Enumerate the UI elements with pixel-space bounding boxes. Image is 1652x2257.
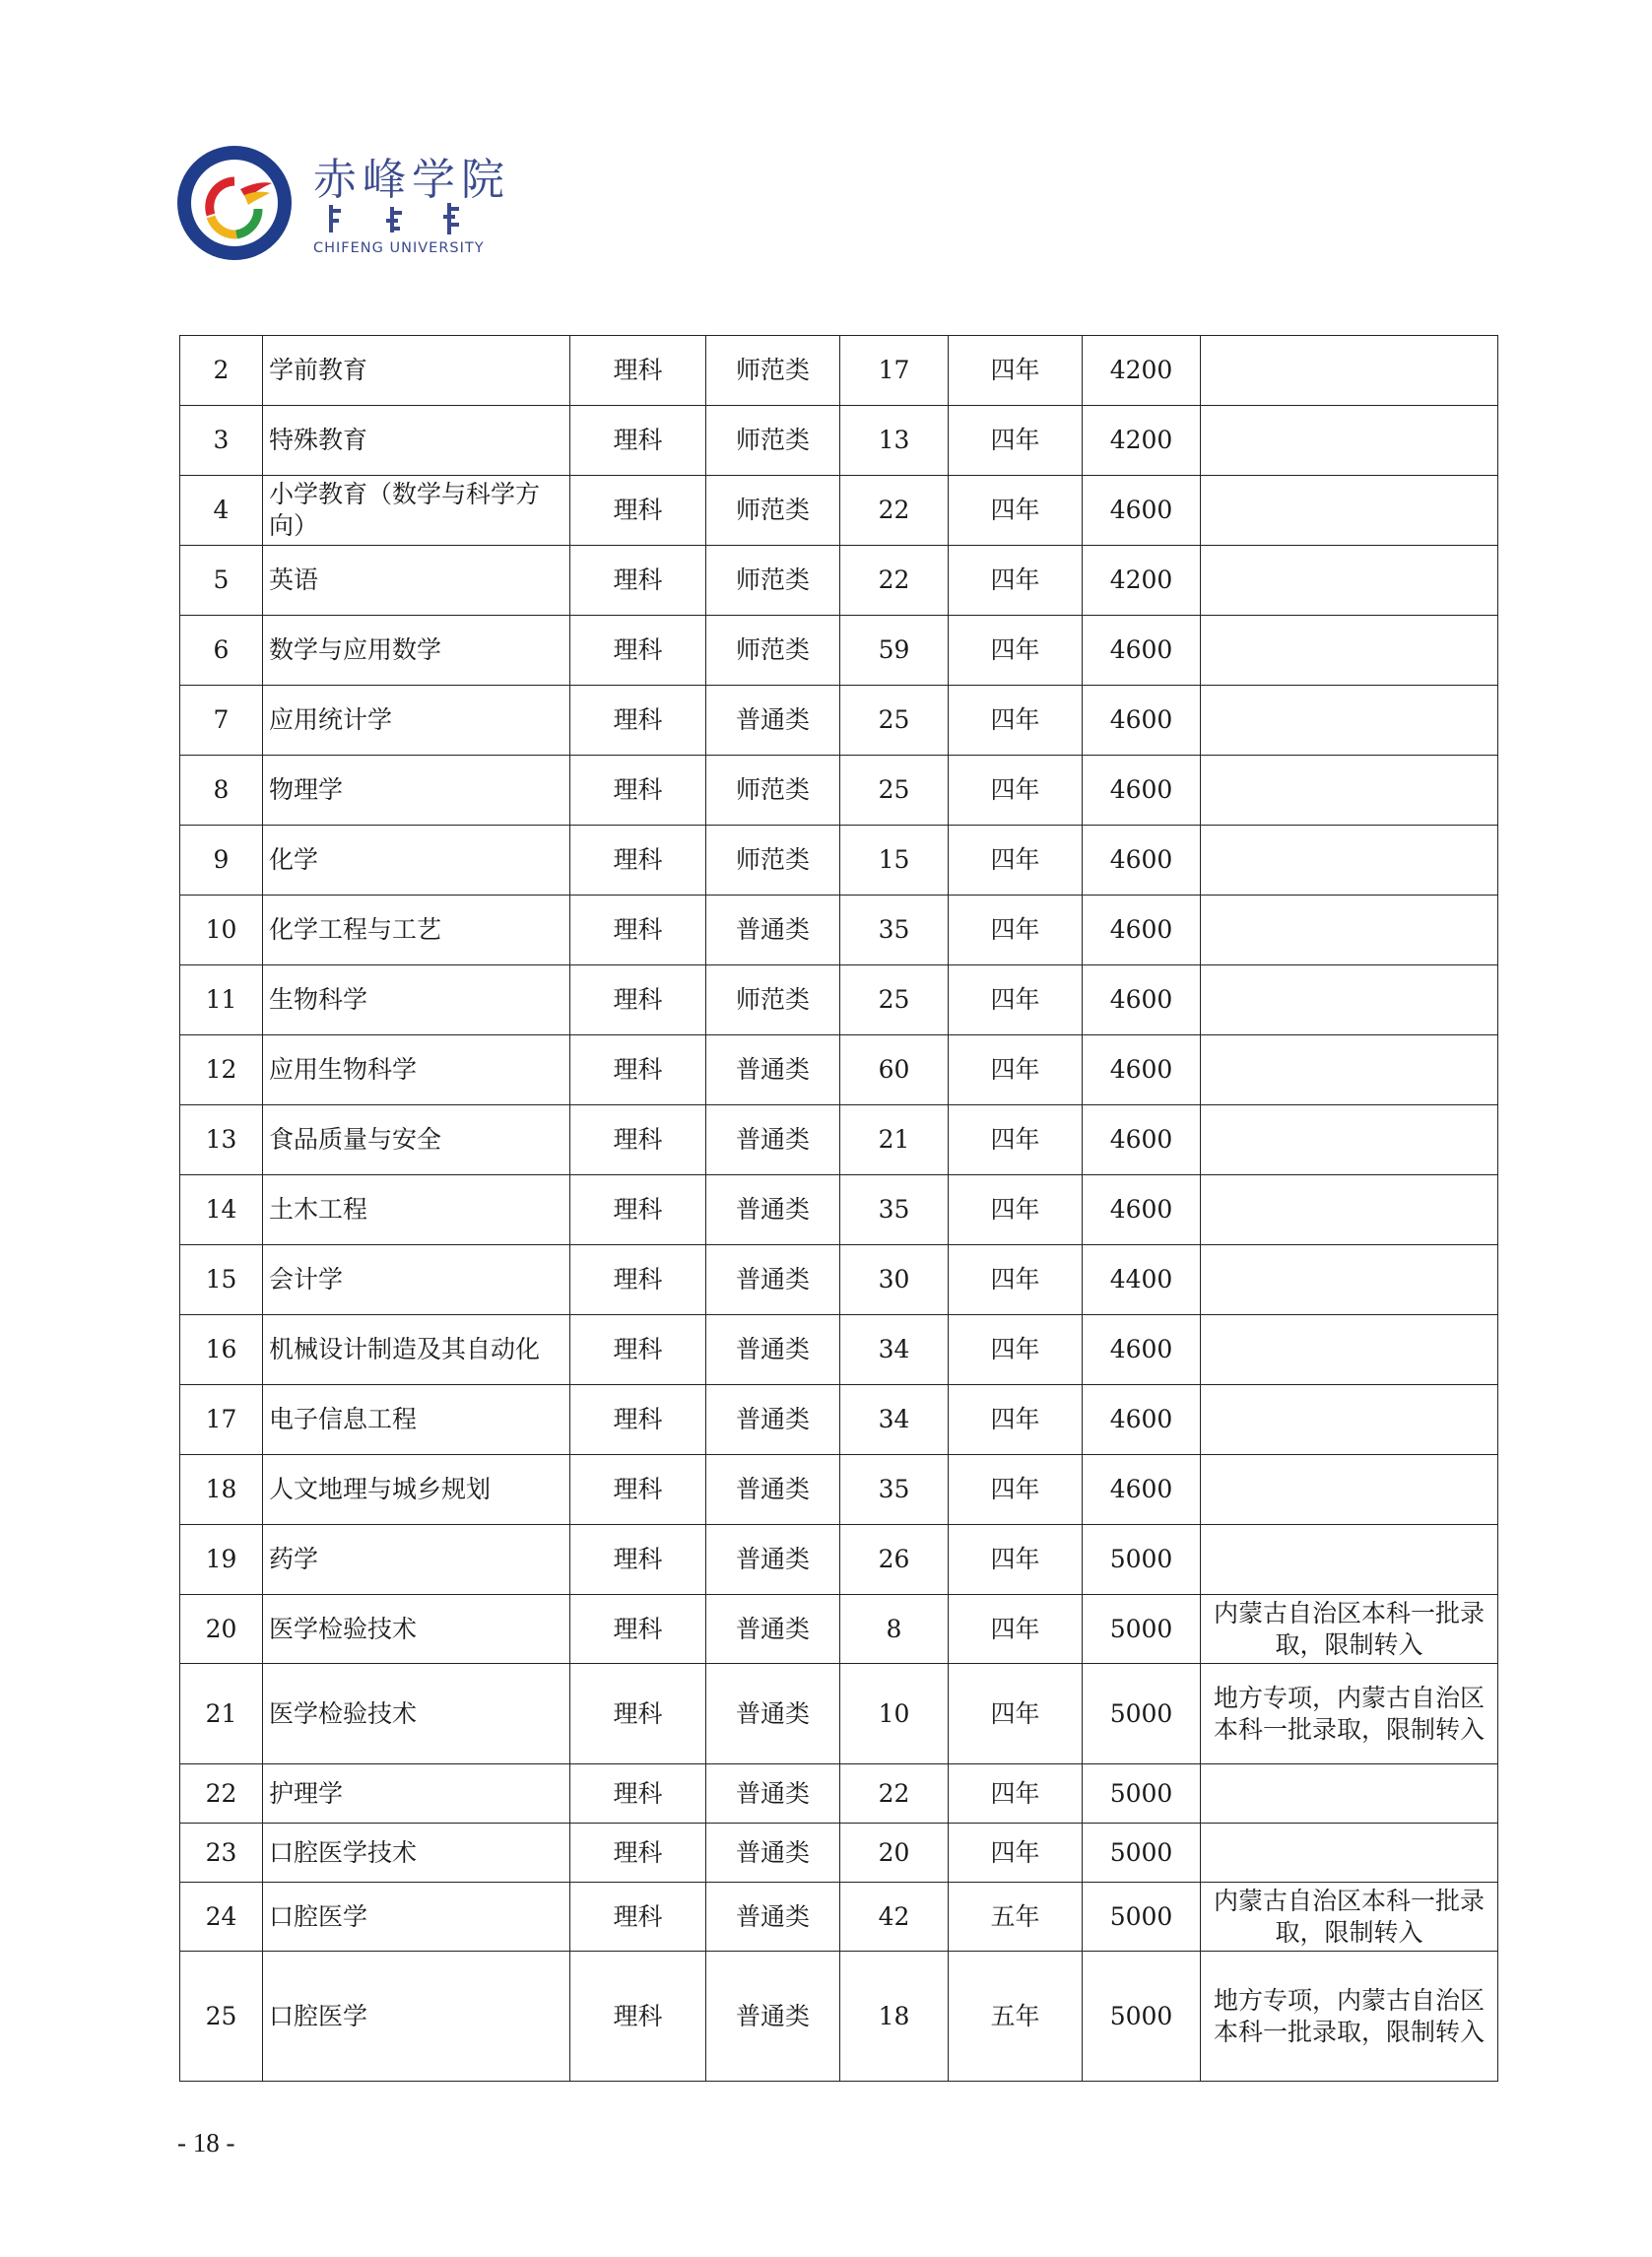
cell-major: 应用生物科学 bbox=[263, 1035, 570, 1105]
cell-note bbox=[1201, 1315, 1498, 1385]
cell-duration: 四年 bbox=[949, 965, 1083, 1035]
cell-number: 17 bbox=[180, 1385, 263, 1455]
cell-note: 内蒙古自治区本科一批录取，限制转入 bbox=[1201, 1595, 1498, 1664]
cell-subject: 理科 bbox=[570, 1455, 706, 1525]
cell-plan-count: 60 bbox=[840, 1035, 949, 1105]
cell-category: 普通类 bbox=[706, 1105, 840, 1175]
cell-tuition: 4600 bbox=[1083, 1455, 1201, 1525]
cell-duration: 四年 bbox=[949, 1105, 1083, 1175]
table-row bbox=[180, 1455, 1498, 1525]
cell-duration: 四年 bbox=[949, 1455, 1083, 1525]
cell-category: 师范类 bbox=[706, 616, 840, 686]
cell-category: 师范类 bbox=[706, 476, 840, 546]
cell-duration: 四年 bbox=[949, 406, 1083, 476]
table-row bbox=[180, 1595, 1498, 1664]
cell-tuition: 5000 bbox=[1083, 1595, 1201, 1664]
cell-category: 普通类 bbox=[706, 1664, 840, 1764]
cell-note bbox=[1201, 826, 1498, 896]
cell-subject: 理科 bbox=[570, 1035, 706, 1105]
cell-category: 师范类 bbox=[706, 336, 840, 406]
cell-tuition: 4600 bbox=[1083, 1315, 1201, 1385]
cell-major: 医学检验技术 bbox=[263, 1595, 570, 1664]
cell-category: 普通类 bbox=[706, 1952, 840, 2082]
cell-major: 土木工程 bbox=[263, 1175, 570, 1245]
cell-note bbox=[1201, 336, 1498, 406]
cell-note bbox=[1201, 896, 1498, 965]
cell-duration: 四年 bbox=[949, 1385, 1083, 1455]
cell-number: 18 bbox=[180, 1455, 263, 1525]
cell-duration: 四年 bbox=[949, 686, 1083, 756]
cell-tuition: 5000 bbox=[1083, 1824, 1201, 1883]
cell-major: 电子信息工程 bbox=[263, 1385, 570, 1455]
cell-major: 药学 bbox=[263, 1525, 570, 1595]
cell-duration: 四年 bbox=[949, 1035, 1083, 1105]
cell-subject: 理科 bbox=[570, 1105, 706, 1175]
cell-subject: 理科 bbox=[570, 1315, 706, 1385]
cell-category: 普通类 bbox=[706, 1035, 840, 1105]
cell-note bbox=[1201, 546, 1498, 616]
cell-note bbox=[1201, 406, 1498, 476]
cell-note bbox=[1201, 1105, 1498, 1175]
cell-plan-count: 35 bbox=[840, 1455, 949, 1525]
cell-major: 口腔医学技术 bbox=[263, 1824, 570, 1883]
table-row bbox=[180, 1764, 1498, 1824]
cell-category: 普通类 bbox=[706, 1245, 840, 1315]
cell-tuition: 4600 bbox=[1083, 1385, 1201, 1455]
cell-plan-count: 26 bbox=[840, 1525, 949, 1595]
cell-tuition: 4600 bbox=[1083, 896, 1201, 965]
mongolian-script-mark bbox=[323, 201, 481, 236]
cell-plan-count: 17 bbox=[840, 336, 949, 406]
cell-plan-count: 8 bbox=[840, 1595, 949, 1664]
cell-duration: 四年 bbox=[949, 756, 1083, 826]
cell-note: 地方专项，内蒙古自治区本科一批录取，限制转入 bbox=[1201, 1664, 1498, 1764]
table-row bbox=[180, 1952, 1498, 2082]
cell-plan-count: 34 bbox=[840, 1315, 949, 1385]
cell-subject: 理科 bbox=[570, 1525, 706, 1595]
cell-tuition: 4200 bbox=[1083, 406, 1201, 476]
cell-tuition: 5000 bbox=[1083, 1764, 1201, 1824]
table-row bbox=[180, 1824, 1498, 1883]
cell-category: 普通类 bbox=[706, 1883, 840, 1952]
table-row bbox=[180, 616, 1498, 686]
cell-duration: 四年 bbox=[949, 1824, 1083, 1883]
cell-tuition: 4600 bbox=[1083, 756, 1201, 826]
cell-number: 25 bbox=[180, 1952, 263, 2082]
school-name-en: CHIFENG UNIVERSITY bbox=[313, 240, 485, 256]
cell-note bbox=[1201, 1175, 1498, 1245]
cell-major: 食品质量与安全 bbox=[263, 1105, 570, 1175]
cell-subject: 理科 bbox=[570, 1664, 706, 1764]
cell-category: 普通类 bbox=[706, 1455, 840, 1525]
cell-tuition: 4200 bbox=[1083, 336, 1201, 406]
cell-plan-count: 22 bbox=[840, 546, 949, 616]
cell-plan-count: 59 bbox=[840, 616, 949, 686]
cell-note bbox=[1201, 616, 1498, 686]
cell-duration: 四年 bbox=[949, 1595, 1083, 1664]
university-logo bbox=[175, 144, 510, 264]
cell-tuition: 5000 bbox=[1083, 1883, 1201, 1952]
cell-tuition: 4400 bbox=[1083, 1245, 1201, 1315]
table-row bbox=[180, 1315, 1498, 1385]
cell-note bbox=[1201, 1764, 1498, 1824]
cell-note bbox=[1201, 1385, 1498, 1455]
cell-tuition: 4600 bbox=[1083, 965, 1201, 1035]
cell-number: 5 bbox=[180, 546, 263, 616]
table-row bbox=[180, 1385, 1498, 1455]
table-row bbox=[180, 756, 1498, 826]
cell-number: 6 bbox=[180, 616, 263, 686]
cell-subject: 理科 bbox=[570, 1595, 706, 1664]
cell-category: 普通类 bbox=[706, 1175, 840, 1245]
cell-tuition: 4600 bbox=[1083, 1035, 1201, 1105]
cell-plan-count: 21 bbox=[840, 1105, 949, 1175]
page-number: - 18 - bbox=[177, 2128, 235, 2157]
cell-note bbox=[1201, 1824, 1498, 1883]
cell-subject: 理科 bbox=[570, 1824, 706, 1883]
table-row bbox=[180, 1525, 1498, 1595]
cell-subject: 理科 bbox=[570, 1883, 706, 1952]
cell-major: 护理学 bbox=[263, 1764, 570, 1824]
cell-category: 师范类 bbox=[706, 965, 840, 1035]
cell-major: 数学与应用数学 bbox=[263, 616, 570, 686]
cell-note bbox=[1201, 1245, 1498, 1315]
cell-duration: 五年 bbox=[949, 1883, 1083, 1952]
svg-text:▮: ▮ bbox=[197, 200, 202, 209]
cell-subject: 理科 bbox=[570, 756, 706, 826]
cell-number: 3 bbox=[180, 406, 263, 476]
cell-subject: 理科 bbox=[570, 1245, 706, 1315]
cell-major: 特殊教育 bbox=[263, 406, 570, 476]
cell-plan-count: 42 bbox=[840, 1883, 949, 1952]
cell-duration: 四年 bbox=[949, 1175, 1083, 1245]
cell-major: 英语 bbox=[263, 546, 570, 616]
cell-tuition: 4600 bbox=[1083, 686, 1201, 756]
cell-plan-count: 34 bbox=[840, 1385, 949, 1455]
cell-tuition: 4600 bbox=[1083, 476, 1201, 546]
cell-tuition: 4600 bbox=[1083, 826, 1201, 896]
cell-plan-count: 35 bbox=[840, 1175, 949, 1245]
cell-tuition: 4600 bbox=[1083, 1105, 1201, 1175]
cell-major: 物理学 bbox=[263, 756, 570, 826]
cell-subject: 理科 bbox=[570, 686, 706, 756]
cell-number: 14 bbox=[180, 1175, 263, 1245]
cell-number: 15 bbox=[180, 1245, 263, 1315]
cell-note bbox=[1201, 756, 1498, 826]
cell-major: 医学检验技术 bbox=[263, 1664, 570, 1764]
cell-duration: 四年 bbox=[949, 1525, 1083, 1595]
table-row bbox=[180, 1664, 1498, 1764]
table-row bbox=[180, 1035, 1498, 1105]
cell-subject: 理科 bbox=[570, 1385, 706, 1455]
cell-duration: 四年 bbox=[949, 616, 1083, 686]
cell-plan-count: 22 bbox=[840, 476, 949, 546]
cell-plan-count: 10 bbox=[840, 1664, 949, 1764]
cell-subject: 理科 bbox=[570, 546, 706, 616]
admission-plan-table bbox=[179, 335, 1498, 2082]
cell-note bbox=[1201, 1035, 1498, 1105]
cell-major: 生物科学 bbox=[263, 965, 570, 1035]
table-row bbox=[180, 336, 1498, 406]
cell-number: 7 bbox=[180, 686, 263, 756]
cell-plan-count: 30 bbox=[840, 1245, 949, 1315]
cell-subject: 理科 bbox=[570, 616, 706, 686]
cell-subject: 理科 bbox=[570, 896, 706, 965]
cell-duration: 五年 bbox=[949, 1952, 1083, 2082]
cell-major: 口腔医学 bbox=[263, 1883, 570, 1952]
table-row bbox=[180, 1175, 1498, 1245]
cell-major: 化学工程与工艺 bbox=[263, 896, 570, 965]
cell-note: 内蒙古自治区本科一批录取，限制转入 bbox=[1201, 1883, 1498, 1952]
cell-category: 普通类 bbox=[706, 686, 840, 756]
cell-duration: 四年 bbox=[949, 1764, 1083, 1824]
cell-subject: 理科 bbox=[570, 1175, 706, 1245]
cell-number: 20 bbox=[180, 1595, 263, 1664]
cell-major: 机械设计制造及其自动化 bbox=[263, 1315, 570, 1385]
cell-duration: 四年 bbox=[949, 1664, 1083, 1764]
cell-number: 2 bbox=[180, 336, 263, 406]
cell-number: 19 bbox=[180, 1525, 263, 1595]
table-row bbox=[180, 826, 1498, 896]
table-row bbox=[180, 896, 1498, 965]
cell-category: 普通类 bbox=[706, 1764, 840, 1824]
cell-category: 普通类 bbox=[706, 1595, 840, 1664]
cell-number: 21 bbox=[180, 1664, 263, 1764]
cell-duration: 四年 bbox=[949, 896, 1083, 965]
cell-duration: 四年 bbox=[949, 476, 1083, 546]
cell-plan-count: 20 bbox=[840, 1824, 949, 1883]
cell-tuition: 5000 bbox=[1083, 1525, 1201, 1595]
cell-category: 普通类 bbox=[706, 1525, 840, 1595]
cell-major: 学前教育 bbox=[263, 336, 570, 406]
cell-plan-count: 22 bbox=[840, 1764, 949, 1824]
cell-major: 会计学 bbox=[263, 1245, 570, 1315]
cell-number: 23 bbox=[180, 1824, 263, 1883]
table-row bbox=[180, 686, 1498, 756]
cell-category: 师范类 bbox=[706, 406, 840, 476]
cell-subject: 理科 bbox=[570, 1764, 706, 1824]
cell-tuition: 5000 bbox=[1083, 1952, 1201, 2082]
cell-subject: 理科 bbox=[570, 476, 706, 546]
cell-subject: 理科 bbox=[570, 336, 706, 406]
cell-duration: 四年 bbox=[949, 546, 1083, 616]
cell-tuition: 4600 bbox=[1083, 616, 1201, 686]
cell-duration: 四年 bbox=[949, 1315, 1083, 1385]
cell-number: 12 bbox=[180, 1035, 263, 1105]
table-row bbox=[180, 1105, 1498, 1175]
cell-category: 普通类 bbox=[706, 1824, 840, 1883]
cell-major: 应用统计学 bbox=[263, 686, 570, 756]
cell-note bbox=[1201, 476, 1498, 546]
cell-category: 师范类 bbox=[706, 546, 840, 616]
table-row bbox=[180, 406, 1498, 476]
cell-duration: 四年 bbox=[949, 1245, 1083, 1315]
cell-number: 10 bbox=[180, 896, 263, 965]
table-row bbox=[180, 1883, 1498, 1952]
cell-number: 4 bbox=[180, 476, 263, 546]
cell-category: 普通类 bbox=[706, 1315, 840, 1385]
cell-plan-count: 25 bbox=[840, 965, 949, 1035]
cell-number: 16 bbox=[180, 1315, 263, 1385]
table-row bbox=[180, 476, 1498, 546]
cell-duration: 四年 bbox=[949, 336, 1083, 406]
cell-subject: 理科 bbox=[570, 965, 706, 1035]
cell-major: 人文地理与城乡规划 bbox=[263, 1455, 570, 1525]
cell-plan-count: 18 bbox=[840, 1952, 949, 2082]
cell-note bbox=[1201, 1525, 1498, 1595]
cell-number: 24 bbox=[180, 1883, 263, 1952]
cell-subject: 理科 bbox=[570, 826, 706, 896]
cell-number: 22 bbox=[180, 1764, 263, 1824]
school-name-cn: 赤峰学院 bbox=[313, 155, 510, 205]
cell-duration: 四年 bbox=[949, 826, 1083, 896]
cell-category: 普通类 bbox=[706, 1385, 840, 1455]
cell-note: 地方专项，内蒙古自治区本科一批录取，限制转入 bbox=[1201, 1952, 1498, 2082]
university-emblem-icon bbox=[175, 144, 294, 262]
cell-tuition: 4600 bbox=[1083, 1175, 1201, 1245]
cell-note bbox=[1201, 965, 1498, 1035]
cell-number: 13 bbox=[180, 1105, 263, 1175]
cell-number: 11 bbox=[180, 965, 263, 1035]
cell-note bbox=[1201, 1455, 1498, 1525]
cell-plan-count: 25 bbox=[840, 756, 949, 826]
cell-note bbox=[1201, 686, 1498, 756]
cell-plan-count: 35 bbox=[840, 896, 949, 965]
cell-category: 普通类 bbox=[706, 896, 840, 965]
cell-plan-count: 15 bbox=[840, 826, 949, 896]
cell-major: 化学 bbox=[263, 826, 570, 896]
cell-major: 口腔医学 bbox=[263, 1952, 570, 2082]
table-row bbox=[180, 1245, 1498, 1315]
cell-tuition: 4200 bbox=[1083, 546, 1201, 616]
cell-tuition: 5000 bbox=[1083, 1664, 1201, 1764]
cell-subject: 理科 bbox=[570, 406, 706, 476]
cell-subject: 理科 bbox=[570, 1952, 706, 2082]
cell-number: 8 bbox=[180, 756, 263, 826]
cell-plan-count: 13 bbox=[840, 406, 949, 476]
cell-category: 师范类 bbox=[706, 826, 840, 896]
cell-number: 9 bbox=[180, 826, 263, 896]
table-row bbox=[180, 546, 1498, 616]
table-row bbox=[180, 965, 1498, 1035]
cell-category: 师范类 bbox=[706, 756, 840, 826]
cell-plan-count: 25 bbox=[840, 686, 949, 756]
cell-major: 小学教育（数学与科学方向） bbox=[263, 476, 570, 546]
